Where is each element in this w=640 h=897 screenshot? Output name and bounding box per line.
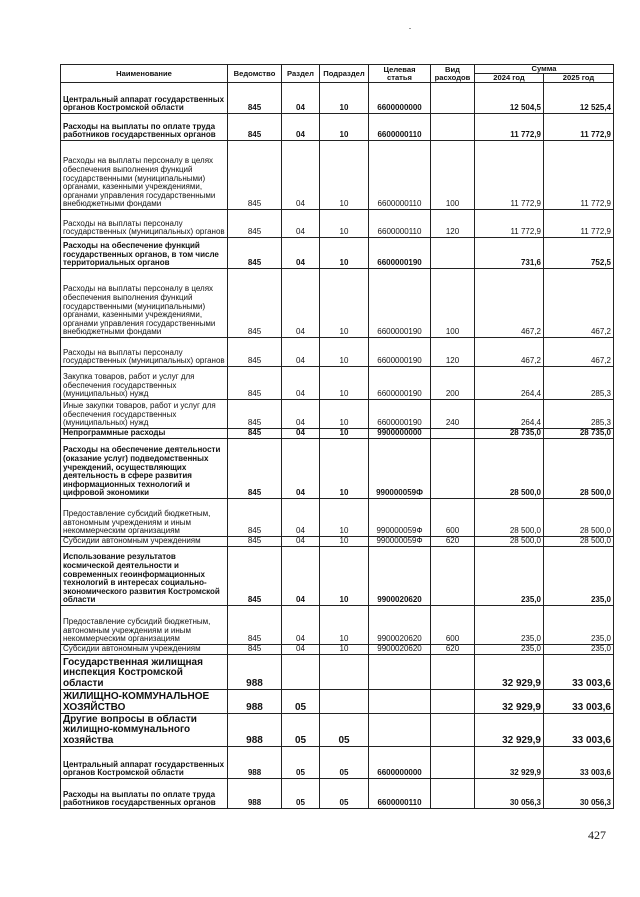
- cell-name: Расходы на выплаты по оплате труда работников государственных органов: [61, 779, 228, 809]
- cell-2025: 33 003,6: [544, 714, 614, 747]
- table-row: [61, 537, 614, 547]
- cell-dept: 845: [228, 114, 282, 141]
- cell-2024: 11 772,9: [475, 114, 544, 141]
- cell-section: [282, 655, 320, 690]
- cell-name: Расходы на выплаты по оплате труда работников государственных органов: [61, 114, 228, 141]
- cell-target: 6600000110: [369, 114, 431, 141]
- table-row: [61, 499, 614, 537]
- cell-dept: 845: [228, 606, 282, 645]
- header-subsection: Подраздел: [320, 65, 369, 83]
- cell-target: 6600000000: [369, 83, 431, 114]
- cell-kind: [431, 690, 475, 714]
- cell-dept: 845: [228, 338, 282, 367]
- cell-kind: 600: [431, 606, 475, 645]
- table-row: [61, 429, 614, 439]
- cell-kind: 620: [431, 645, 475, 655]
- cell-dept: 845: [228, 645, 282, 655]
- table-row: [61, 690, 614, 714]
- cell-dept: 845: [228, 141, 282, 210]
- cell-dept: 845: [228, 400, 282, 429]
- table-body: [61, 83, 614, 809]
- cell-name: Расходы на обеспечение функций государственных органов, в том числе территориальных органов: [61, 238, 228, 269]
- cell-subsection: 10: [320, 439, 369, 499]
- table-row: [61, 747, 614, 779]
- cell-2025: 235,0: [544, 547, 614, 606]
- cell-dept: 988: [228, 655, 282, 690]
- table-row: [61, 141, 614, 210]
- cell-2024: 11 772,9: [475, 210, 544, 238]
- cell-section: 04: [282, 439, 320, 499]
- cell-name: Субсидии автономным учреждениям: [61, 537, 228, 547]
- cell-name: Расходы на выплаты персоналу государственных (муниципальных) органов: [61, 338, 228, 367]
- cell-kind: 200: [431, 367, 475, 400]
- cell-section: 05: [282, 714, 320, 747]
- cell-2024: 28 500,0: [475, 537, 544, 547]
- cell-kind: 240: [431, 400, 475, 429]
- cell-2025: 467,2: [544, 338, 614, 367]
- cell-target: 9900020620: [369, 606, 431, 645]
- header-kind: Вид расходов: [431, 65, 475, 83]
- cell-dept: 988: [228, 779, 282, 809]
- cell-2025: 33 003,6: [544, 690, 614, 714]
- cell-name: Непрограммные расходы: [61, 429, 228, 439]
- cell-subsection: 10: [320, 210, 369, 238]
- cell-target: 990000059Ф: [369, 499, 431, 537]
- cell-target: 6600000190: [369, 338, 431, 367]
- cell-subsection: 10: [320, 429, 369, 439]
- cell-target: [369, 690, 431, 714]
- table-row: [61, 238, 614, 269]
- cell-name: Предоставление субсидий бюджетным, автономным учреждениям и иным некоммерческим организациям: [61, 499, 228, 537]
- table-row: [61, 338, 614, 367]
- cell-2025: 33 003,6: [544, 655, 614, 690]
- cell-subsection: 10: [320, 400, 369, 429]
- cell-section: 04: [282, 367, 320, 400]
- table-row: [61, 645, 614, 655]
- table-row: [61, 114, 614, 141]
- cell-subsection: [320, 690, 369, 714]
- cell-target: 6600000190: [369, 238, 431, 269]
- cell-target: [369, 714, 431, 747]
- cell-2024: 30 056,3: [475, 779, 544, 809]
- cell-2024: 28 500,0: [475, 439, 544, 499]
- cell-target: 9900000000: [369, 429, 431, 439]
- cell-section: 04: [282, 606, 320, 645]
- cell-kind: 120: [431, 338, 475, 367]
- cell-2025: 235,0: [544, 645, 614, 655]
- cell-section: 05: [282, 690, 320, 714]
- cell-subsection: 10: [320, 83, 369, 114]
- cell-subsection: [320, 655, 369, 690]
- cell-subsection: 10: [320, 499, 369, 537]
- header-name: Наименование: [61, 65, 228, 83]
- cell-2024: 264,4: [475, 400, 544, 429]
- cell-name: Центральный аппарат государственных органов Костромской области: [61, 83, 228, 114]
- cell-dept: 845: [228, 269, 282, 338]
- table-row: [61, 547, 614, 606]
- cell-2024: 12 504,5: [475, 83, 544, 114]
- page-number: 427: [588, 828, 606, 842]
- cell-dept: 845: [228, 367, 282, 400]
- cell-section: 04: [282, 338, 320, 367]
- header-year-2024: 2024 год: [475, 74, 544, 83]
- cell-name: Субсидии автономным учреждениям: [61, 645, 228, 655]
- cell-section: 04: [282, 238, 320, 269]
- cell-kind: 100: [431, 269, 475, 338]
- cell-kind: [431, 429, 475, 439]
- table-row: [61, 83, 614, 114]
- cell-target: 6600000110: [369, 141, 431, 210]
- header-year-2025: 2025 год: [544, 74, 614, 83]
- cell-2024: 32 929,9: [475, 747, 544, 779]
- cell-name: Расходы на выплаты персоналу в целях обеспечения выполнения функций государственными (муниципальными) органами, казенными учреждениями, органами управления государственными внебюджетными фондами: [61, 269, 228, 338]
- cell-name: Центральный аппарат государственных органов Костромской области: [61, 747, 228, 779]
- cell-subsection: 10: [320, 141, 369, 210]
- cell-2025: 12 525,4: [544, 83, 614, 114]
- cell-2024: 731,6: [475, 238, 544, 269]
- table-row: [61, 439, 614, 499]
- cell-section: 04: [282, 83, 320, 114]
- table-row: [61, 606, 614, 645]
- cell-subsection: 10: [320, 547, 369, 606]
- cell-subsection: 10: [320, 367, 369, 400]
- cell-2024: 235,0: [475, 547, 544, 606]
- cell-section: 04: [282, 537, 320, 547]
- cell-name: Государственная жилищная инспекция Костромской области: [61, 655, 228, 690]
- cell-kind: 100: [431, 141, 475, 210]
- cell-2024: 28 500,0: [475, 499, 544, 537]
- header-sum: Сумма: [475, 65, 614, 74]
- cell-dept: 845: [228, 429, 282, 439]
- cell-target: 9900020620: [369, 547, 431, 606]
- cell-kind: [431, 439, 475, 499]
- cell-kind: [431, 114, 475, 141]
- cell-kind: [431, 747, 475, 779]
- cell-name: Расходы на выплаты персоналу государственных (муниципальных) органов: [61, 210, 228, 238]
- cell-name: Предоставление субсидий бюджетным, автономным учреждениям и иным некоммерческим организациям: [61, 606, 228, 645]
- cell-section: 05: [282, 747, 320, 779]
- cell-name: Расходы на выплаты персоналу в целях обеспечения выполнения функций государственными (муниципальными) органами, казенными учреждениями, органами управления государственными внебюджетными фондами: [61, 141, 228, 210]
- cell-2024: 28 735,0: [475, 429, 544, 439]
- cell-2025: 235,0: [544, 606, 614, 645]
- cell-2025: 285,3: [544, 400, 614, 429]
- cell-target: 990000059Ф: [369, 439, 431, 499]
- table-row: [61, 714, 614, 747]
- budget-table: [60, 64, 614, 809]
- cell-kind: [431, 779, 475, 809]
- cell-2024: 235,0: [475, 606, 544, 645]
- cell-section: 04: [282, 645, 320, 655]
- cell-2025: 467,2: [544, 269, 614, 338]
- cell-2025: 11 772,9: [544, 141, 614, 210]
- cell-subsection: 10: [320, 114, 369, 141]
- cell-name: Закупка товаров, работ и услуг для обеспечения государственных (муниципальных) нужд: [61, 367, 228, 400]
- cell-subsection: 10: [320, 537, 369, 547]
- cell-section: 04: [282, 141, 320, 210]
- cell-dept: 845: [228, 537, 282, 547]
- table-row: [61, 367, 614, 400]
- cell-section: 04: [282, 547, 320, 606]
- cell-2024: 32 929,9: [475, 714, 544, 747]
- cell-2025: 30 056,3: [544, 779, 614, 809]
- table-row: [61, 400, 614, 429]
- cell-target: 6600000190: [369, 269, 431, 338]
- cell-target: [369, 655, 431, 690]
- cell-section: 04: [282, 429, 320, 439]
- cell-2025: 28 500,0: [544, 439, 614, 499]
- cell-2025: 28 735,0: [544, 429, 614, 439]
- cell-subsection: 10: [320, 338, 369, 367]
- header-dept: Ведомство: [228, 65, 282, 83]
- cell-dept: 988: [228, 747, 282, 779]
- cell-2025: 28 500,0: [544, 537, 614, 547]
- cell-2024: 467,2: [475, 269, 544, 338]
- cell-dept: 988: [228, 690, 282, 714]
- cell-target: 6600000110: [369, 779, 431, 809]
- cell-2025: 33 003,6: [544, 747, 614, 779]
- cell-kind: [431, 238, 475, 269]
- cell-target: 6600000190: [369, 367, 431, 400]
- cell-name: Иные закупки товаров, работ и услуг для обеспечения государственных (муниципальных) нужд: [61, 400, 228, 429]
- cell-kind: 600: [431, 499, 475, 537]
- cell-dept: 845: [228, 439, 282, 499]
- cell-2024: 264,4: [475, 367, 544, 400]
- cell-target: 990000059Ф: [369, 537, 431, 547]
- cell-section: 04: [282, 400, 320, 429]
- cell-dept: 845: [228, 499, 282, 537]
- cell-target: 6600000110: [369, 210, 431, 238]
- cell-2025: 28 500,0: [544, 499, 614, 537]
- cell-kind: 620: [431, 537, 475, 547]
- cell-2024: 467,2: [475, 338, 544, 367]
- table-row: [61, 779, 614, 809]
- header-section: Раздел: [282, 65, 320, 83]
- cell-section: 04: [282, 114, 320, 141]
- cell-dept: 988: [228, 714, 282, 747]
- table-row: [61, 210, 614, 238]
- cell-name: Использование результатов космической деятельности и современных геоинформационных технологий в интересах социально-экономического развития Костромской области: [61, 547, 228, 606]
- cell-kind: [431, 655, 475, 690]
- cell-section: 04: [282, 210, 320, 238]
- cell-section: 04: [282, 269, 320, 338]
- cell-2024: 11 772,9: [475, 141, 544, 210]
- cell-section: 04: [282, 499, 320, 537]
- cell-target: 6600000190: [369, 400, 431, 429]
- cell-subsection: 05: [320, 747, 369, 779]
- cell-target: 6600000000: [369, 747, 431, 779]
- cell-subsection: 05: [320, 714, 369, 747]
- scan-speck: [409, 28, 411, 29]
- cell-dept: 845: [228, 83, 282, 114]
- cell-subsection: 10: [320, 645, 369, 655]
- cell-2025: 285,3: [544, 367, 614, 400]
- cell-kind: [431, 83, 475, 114]
- header-target: Целевая статья: [369, 65, 431, 83]
- cell-dept: 845: [228, 238, 282, 269]
- cell-name: Расходы на обеспечение деятельности (оказание услуг) подведомственных учреждений, осуществляющих деятельность в сфере развития информационных технологий и цифровой экономики: [61, 439, 228, 499]
- table-row: [61, 269, 614, 338]
- cell-subsection: 05: [320, 779, 369, 809]
- cell-kind: [431, 547, 475, 606]
- cell-dept: 845: [228, 210, 282, 238]
- cell-2025: 11 772,9: [544, 210, 614, 238]
- cell-name: Другие вопросы в области жилищно-коммунального хозяйства: [61, 714, 228, 747]
- cell-kind: 120: [431, 210, 475, 238]
- cell-target: 9900020620: [369, 645, 431, 655]
- cell-2024: 235,0: [475, 645, 544, 655]
- cell-2024: 32 929,9: [475, 655, 544, 690]
- cell-subsection: 10: [320, 238, 369, 269]
- cell-dept: 845: [228, 547, 282, 606]
- cell-kind: [431, 714, 475, 747]
- cell-subsection: 10: [320, 606, 369, 645]
- table-row: [61, 655, 614, 690]
- cell-section: 05: [282, 779, 320, 809]
- cell-2025: 11 772,9: [544, 114, 614, 141]
- cell-subsection: 10: [320, 269, 369, 338]
- cell-2024: 32 929,9: [475, 690, 544, 714]
- cell-2025: 752,5: [544, 238, 614, 269]
- cell-name: ЖИЛИЩНО-КОММУНАЛЬНОЕ ХОЗЯЙСТВО: [61, 690, 228, 714]
- table-header: [61, 65, 614, 83]
